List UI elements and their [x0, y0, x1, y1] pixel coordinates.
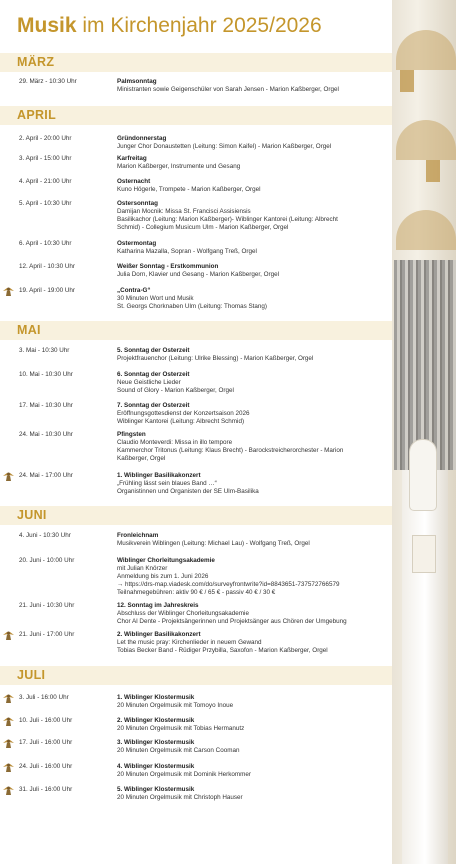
event-details — [117, 631, 387, 655]
event-description: Eröffnungsgottesdienst der Konzertsaison 2026 — [117, 409, 250, 417]
event-details — [117, 786, 387, 802]
event-description: Abschluss der Wiblinger Chorleitungsakademie — [117, 609, 249, 617]
event-details — [117, 717, 387, 733]
event-date: 3. Juli - 16:00 Uhr — [19, 694, 69, 701]
angel-icon — [2, 630, 15, 641]
event-description: Sound of Glory - Marion Kaßberger, Orgel — [117, 386, 234, 394]
month-label: APRIL — [17, 108, 56, 122]
page-title-rest: im Kirchenjahr 2025/2026 — [76, 14, 322, 37]
event-details — [117, 402, 387, 426]
event-description: Teilnahmegebühren: aktiv 90 € / 65 € - passiv 40 € / 30 € — [117, 588, 276, 596]
angel-icon — [2, 693, 15, 704]
event-date: 5. April - 10:30 Uhr — [19, 200, 72, 207]
event-details — [117, 347, 387, 363]
event-description: „Frühling lässt sein blaues Band …“ — [117, 479, 217, 487]
event-details — [117, 263, 387, 279]
event-title: 5. Sonntag der Osterzeit — [117, 347, 190, 354]
event-details — [117, 178, 387, 194]
statue — [410, 440, 436, 510]
event-details — [117, 557, 387, 597]
event-title: Weißer Sonntag - Erstkommunion — [117, 263, 219, 270]
event-description: 30 Minuten Wort und Musik — [117, 294, 194, 302]
event-date: 17. Mai - 10:30 Uhr — [19, 402, 73, 409]
month-header — [0, 106, 392, 125]
event-details — [117, 431, 387, 463]
event-details — [117, 240, 387, 256]
event-description: Anmeldung bis zum 1. Juni 2026 — [117, 572, 209, 580]
event-description: Schmid) - Collegium Musicum Ulm - Marion Kaßberger, Orgel — [117, 223, 289, 231]
gold-ornament — [426, 160, 440, 182]
event-description: Wiblinger Kantorei (Leitung: Albrecht Schmid) — [117, 417, 245, 425]
month-header — [0, 666, 392, 685]
event-description: mit Julian Knörzer — [117, 564, 168, 572]
event-description: Julia Dorn, Klavier und Gesang - Marion Kaßberger, Orgel — [117, 270, 280, 278]
angel-icon — [2, 471, 15, 482]
event-date: 19. April - 19:00 Uhr — [19, 287, 76, 294]
event-date: 3. Mai - 10:30 Uhr — [19, 347, 70, 354]
event-description: Kammerchor Tritonus (Leitung: Klaus Brecht) - Barockstreicherorchester - Marion — [117, 446, 344, 454]
month-label: MÄRZ — [17, 55, 55, 69]
page-title-bold: Musik — [17, 14, 77, 37]
event-description: Ministranten sowie Geigenschüler von Sarah Jensen - Marion Kaßberger, Orgel — [117, 85, 339, 93]
event-description: 20 Minuten Orgelmusik mit Dominik Herkommer — [117, 770, 252, 778]
event-description: Kaßberger, Orgel — [117, 454, 166, 462]
event-details — [117, 602, 387, 626]
event-description: Basilikachor (Leitung: Marion Kaßberger)- Wiblinger Kantorei (Leitung: Albrecht — [117, 215, 338, 223]
event-description: → https://drs-map.viadesk.com/do/surveyfrontwrite?id=8843651-737572766579 — [117, 580, 340, 588]
gold-ornament — [400, 70, 414, 92]
event-description: Claudio Monteverdi: Missa in illo tempore — [117, 438, 233, 446]
event-title: Karfreitag — [117, 155, 147, 162]
event-details — [117, 155, 387, 171]
event-title: Palmsonntag — [117, 78, 157, 85]
event-date: 4. Juni - 10:30 Uhr — [19, 532, 71, 539]
event-title: 12. Sonntag im Jahreskreis — [117, 602, 199, 609]
event-title: Wiblinger Chorleitungsakademie — [117, 557, 215, 564]
event-title: 2. Wiblinger Basilikakonzert — [117, 631, 201, 638]
event-title: 7. Sonntag der Osterzeit — [117, 402, 190, 409]
month-header — [0, 53, 392, 72]
event-date: 21. Juni - 10:30 Uhr — [19, 602, 75, 609]
event-description: Junger Chor Donaustetten (Leitung: Simon Kaifel) - Marion Kaßberger, Orgel — [117, 142, 332, 150]
event-description: 20 Minuten Orgelmusik mit Carson Cooman — [117, 746, 240, 754]
organ-pipes — [394, 260, 456, 470]
month-label: JULI — [17, 668, 46, 682]
month-header — [0, 506, 392, 525]
angel-icon — [2, 286, 15, 297]
event-description: Organistinnen und Organisten der SE Ulm-Basilika — [117, 487, 259, 495]
white-pillar — [402, 470, 448, 864]
event-date: 24. Mai - 17:00 Uhr — [19, 472, 73, 479]
event-description: Musikverein Wiblingen (Leitung: Michael Lau) - Wolfgang Treß, Orgel — [117, 539, 310, 547]
angel-icon — [2, 762, 15, 773]
event-title: Gründonnerstag — [117, 135, 167, 142]
inscription-panel — [412, 535, 436, 573]
event-title: „Contra-G“ — [117, 287, 151, 294]
event-details — [117, 532, 387, 548]
month-label: MAI — [17, 323, 41, 337]
church-interior-photo — [392, 0, 456, 864]
event-details — [117, 739, 387, 755]
month-header — [0, 321, 392, 340]
page-title — [17, 14, 322, 38]
event-description: Neue Geistliche Lieder — [117, 378, 181, 386]
event-date: 4. April - 21:00 Uhr — [19, 178, 72, 185]
event-details — [117, 763, 387, 779]
event-title: Fronleichnam — [117, 532, 159, 539]
event-details — [117, 200, 387, 232]
event-details — [117, 472, 387, 496]
event-description: 20 Minuten Orgelmusik mit Christoph Hauser — [117, 793, 243, 801]
event-title: Osternacht — [117, 178, 151, 185]
event-date: 29. März - 10:30 Uhr — [19, 78, 77, 85]
angel-icon — [2, 785, 15, 796]
event-title: 1. Wiblinger Klostermusik — [117, 694, 195, 701]
event-details — [117, 371, 387, 395]
event-title: 3. Wiblinger Klostermusik — [117, 739, 195, 746]
event-details — [117, 287, 387, 311]
event-date: 10. Juli - 16:00 Uhr — [19, 717, 73, 724]
event-details — [117, 135, 387, 151]
event-title: Ostermontag — [117, 240, 157, 247]
event-date: 24. Mai - 10:30 Uhr — [19, 431, 73, 438]
event-title: 1. Wiblinger Basilikakonzert — [117, 472, 201, 479]
event-description: Katharina Mazalla, Sopran - Wolfgang Treß, Orgel — [117, 247, 257, 255]
event-date: 21. Juni - 17:00 Uhr — [19, 631, 75, 638]
event-date: 20. Juni - 10:00 Uhr — [19, 557, 75, 564]
ceiling-ornament — [396, 120, 456, 160]
event-title: 5. Wiblinger Klostermusik — [117, 786, 195, 793]
month-label: JUNI — [17, 508, 47, 522]
event-date: 2. April - 20:00 Uhr — [19, 135, 72, 142]
event-date: 12. April - 10:30 Uhr — [19, 263, 76, 270]
event-description: Kuno Högerle, Trompete - Marion Kaßberger, Orgel — [117, 185, 261, 193]
event-date: 31. Juli - 16:00 Uhr — [19, 786, 73, 793]
event-description: St. Georgs Chorknaben Ulm (Leitung: Thomas Stang) — [117, 302, 268, 310]
event-description: 20 Minuten Orgelmusik mit Tomoyo Inoue — [117, 701, 234, 709]
ceiling-ornament — [396, 210, 456, 250]
event-details — [117, 694, 387, 710]
event-date: 10. Mai - 10:30 Uhr — [19, 371, 73, 378]
event-title: Pfingsten — [117, 431, 146, 438]
event-description: Projektfrauenchor (Leitung: Ulrike Blessing) - Marion Kaßberger, Orgel — [117, 354, 314, 362]
event-description: Damijan Mocnik: Missa St. Francisci Assisiensis — [117, 207, 251, 215]
event-title: 4. Wiblinger Klostermusik — [117, 763, 195, 770]
event-description: 20 Minuten Orgelmusik mit Tobias Hermanutz — [117, 724, 245, 732]
event-date: 24. Juli - 16:00 Uhr — [19, 763, 73, 770]
event-title: Ostersonntag — [117, 200, 158, 207]
event-date: 3. April - 15:00 Uhr — [19, 155, 72, 162]
angel-icon — [2, 738, 15, 749]
event-description: Let the music pray: Kirchenlieder in neuem Gewand — [117, 638, 262, 646]
event-description: Tobias Becker Band - Rüdiger Przybilla, Saxofon - Marion Kaßberger, Orgel — [117, 646, 328, 654]
event-title: 2. Wiblinger Klostermusik — [117, 717, 195, 724]
event-description: Marion Kaßberger, Instrumente und Gesang — [117, 162, 241, 170]
event-date: 17. Juli - 16:00 Uhr — [19, 739, 73, 746]
event-date: 6. April - 10:30 Uhr — [19, 240, 72, 247]
angel-icon — [2, 716, 15, 727]
event-details — [117, 78, 387, 94]
event-description: Chor Al Dente - Projektsängerinnen und Projektsänger aus Chören der Umgebung — [117, 617, 347, 625]
event-title: 6. Sonntag der Osterzeit — [117, 371, 190, 378]
ceiling-ornament — [396, 30, 456, 70]
